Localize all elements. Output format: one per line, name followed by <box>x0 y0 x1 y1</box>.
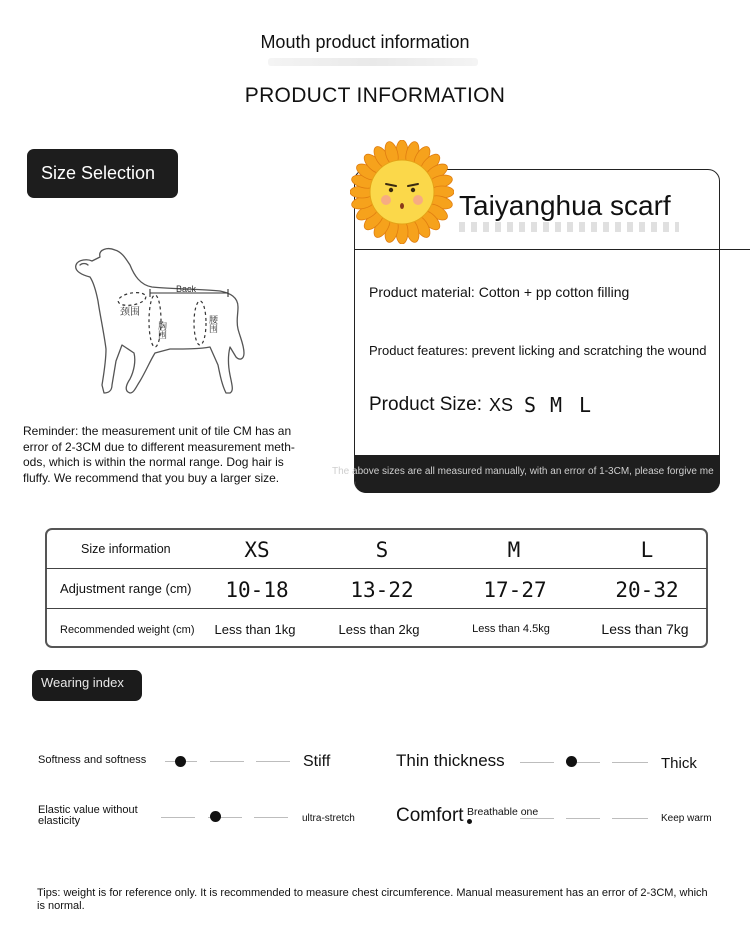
product-features: Product features: prevent licking and scratching the wound <box>369 343 707 358</box>
scale-elastic-indicator <box>210 811 221 822</box>
scale-thickness-right-label: Thick <box>661 755 697 772</box>
scale-elastic-right-label: ultra-stretch <box>302 813 355 824</box>
table-size-l: L <box>640 538 654 562</box>
table-divider <box>46 568 707 569</box>
product-name: Taiyanghua scarf <box>459 190 671 221</box>
scale-segment <box>520 818 554 819</box>
neck-ring <box>117 291 147 308</box>
product-size-s: S <box>524 393 537 417</box>
table-header-label: Size information <box>81 542 171 556</box>
scale-comfort-middle-label: Breathable one <box>467 806 539 818</box>
table-size-s: S <box>375 538 389 562</box>
scale-comfort-left-label: Comfort <box>396 805 464 826</box>
diagram-label-chest: 胸围 <box>156 321 166 339</box>
product-size-l: L <box>579 393 592 417</box>
tips-text: Tips: weight is for reference only. It is recommended to measure chest circumference. Manual measurement has an error of 2-3CM, which is normal. <box>37 887 708 912</box>
scale-segment <box>256 761 290 762</box>
size-selection-label: Size Selection <box>27 149 178 198</box>
page-title: PRODUCT INFORMATION <box>244 84 506 107</box>
scale-segment <box>254 817 288 818</box>
adjustment-xs: 10-18 <box>225 578 289 602</box>
diagram-label-waist: 腰围 <box>207 315 217 333</box>
product-size-m: M <box>550 393 563 417</box>
scale-segment <box>566 818 600 819</box>
scale-softness-left-label: Softness and softness <box>38 754 147 766</box>
scale-segment <box>520 762 554 763</box>
table-size-m: M <box>507 538 521 562</box>
wearing-index-label: Wearing index <box>32 670 142 701</box>
adjustment-s: 13-22 <box>350 578 414 602</box>
dog-measurement-diagram <box>60 235 260 405</box>
weight-s: Less than 2kg <box>338 622 420 637</box>
adjustment-m: 17-27 <box>483 578 547 602</box>
product-size-label: Product Size: <box>369 394 482 415</box>
table-size-xs: XS <box>244 538 270 562</box>
product-material: Product material: Cotton + pp cotton filling <box>369 284 630 300</box>
scale-segment <box>612 762 648 763</box>
sunflower-mascot-icon <box>350 140 454 244</box>
adjustment-l: 20-32 <box>615 578 679 602</box>
header-subtitle: Mouth product information <box>260 32 470 52</box>
product-card-divider <box>355 249 750 250</box>
scale-comfort-indicator <box>467 819 472 824</box>
product-size-xs: XS <box>489 395 514 415</box>
diagram-label-neck: 颈围 <box>120 307 140 318</box>
weight-m: Less than 4.5kg <box>472 623 550 635</box>
diagram-label-back: Back <box>176 284 197 294</box>
recommended-weight-label: Recommended weight (cm) <box>60 624 195 636</box>
table-divider <box>46 608 707 609</box>
scale-thickness-indicator <box>566 756 577 767</box>
product-card-footnote: The above sizes are all measured manually, with an error of 1-3CM, please forgive me <box>332 466 714 477</box>
product-name-underline <box>459 222 679 232</box>
waist-ring <box>194 301 206 345</box>
weight-l: Less than 7kg <box>601 621 689 637</box>
adjustment-range-label: Adjustment range (cm) <box>60 581 192 596</box>
reminder-text: Reminder: the measurement unit of tile CM has an error of 2-3CM due to different measurement meth-ods, which is within the normal range. Dog hair is fluffy. We recommend that you buy a larger size. <box>23 424 295 485</box>
header-faint-text <box>268 58 478 66</box>
scale-softness-indicator <box>175 756 186 767</box>
weight-xs: Less than 1kg <box>214 622 296 637</box>
scale-softness-right-label: Stiff <box>303 753 331 770</box>
scale-segment <box>210 761 244 762</box>
scale-segment <box>161 817 195 818</box>
scale-comfort-right-label: Keep warm <box>661 813 712 824</box>
scale-segment <box>612 818 648 819</box>
scale-elastic-left-label: Elastic value without elasticity <box>38 804 138 827</box>
scale-thickness-left-label: Thin thickness <box>396 751 505 770</box>
